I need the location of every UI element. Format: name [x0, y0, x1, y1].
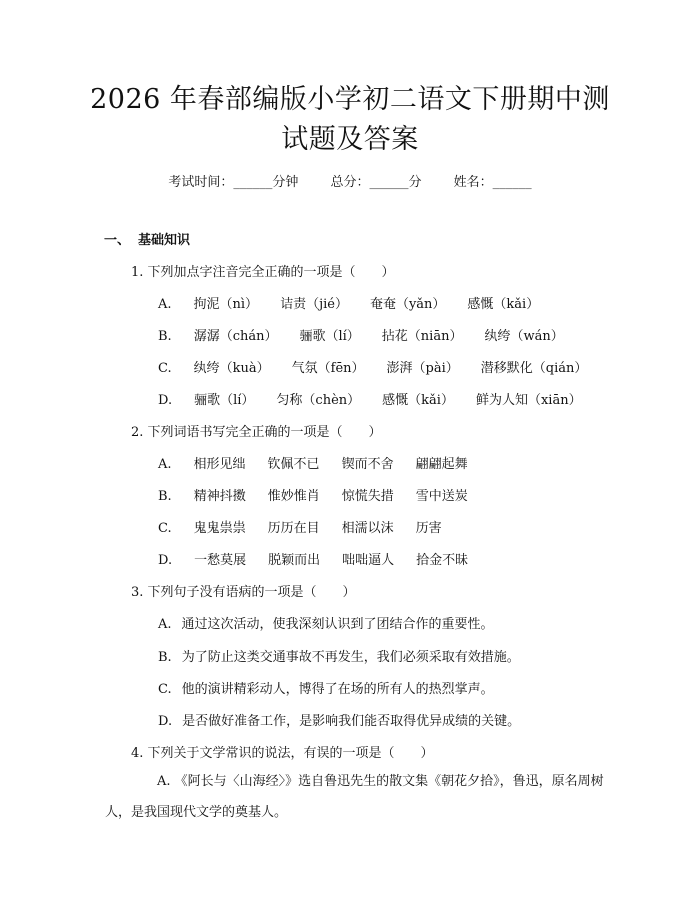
question-stem: 2. 下列词语书写完全正确的一项是（ ）: [131, 425, 382, 440]
option-word: 骊歌（lí）: [299, 329, 360, 344]
option-word: 纨绔（wán）: [484, 329, 564, 344]
option-row: [158, 389, 604, 408]
page-title: 2026 年春部编版小学初二语文下册期中测试题及答案: [90, 84, 610, 155]
exam-time: 考试时间：______分钟: [168, 175, 299, 190]
option-row: [158, 485, 490, 504]
option-row: [158, 549, 490, 568]
option-word: 匀称（chèn）: [276, 393, 361, 408]
option-label: D.: [158, 393, 173, 408]
question-stem: 3. 下列句子没有语病的一项是（ ）: [131, 585, 356, 600]
option-label: C.: [158, 521, 172, 536]
option-word: 纨绔（kuà）: [193, 361, 270, 376]
option-word: 气氛（fēn）: [291, 361, 365, 376]
option-row: [158, 646, 520, 665]
section-title: 基础知识: [138, 233, 191, 248]
option-row: [158, 293, 561, 312]
option-word: 惊慌失措: [341, 489, 394, 504]
option-word: 雪中送炭: [415, 489, 468, 504]
option-word: 相濡以沫: [341, 521, 394, 536]
option-label: D.: [158, 714, 173, 729]
option-word: 拘泥（nì）: [193, 297, 259, 312]
option-label: B.: [158, 650, 172, 665]
option-word: 锲而不舍: [341, 457, 394, 472]
option-word: 钦佩不已: [267, 457, 320, 472]
option-label: D.: [158, 553, 173, 568]
option-word: 骊歌（lí）: [194, 393, 255, 408]
option-word: 奄奄（yǎn）: [369, 297, 446, 312]
option-word: 感慨（kǎi）: [467, 297, 540, 312]
option-word: 翩翩起舞: [415, 457, 468, 472]
option-word: 精神抖擞: [193, 489, 246, 504]
option-word: 历害: [415, 521, 442, 536]
option-label: B.: [158, 329, 172, 344]
option-row: [158, 453, 490, 472]
option-word: 鬼鬼祟祟: [193, 521, 246, 536]
option-word: 脱颖而出: [268, 553, 321, 568]
option-label: A.: [158, 617, 172, 632]
option-label: C.: [158, 361, 172, 376]
option-label: A.: [158, 297, 172, 312]
option-word: 潺潺（chán）: [193, 329, 278, 344]
option-row: [158, 678, 494, 697]
option-word: 历历在目: [267, 521, 320, 536]
option-word: 鲜为人知（xiān）: [475, 393, 582, 408]
option-paragraph: A. 《阿长与〈山海经〉》选自鲁迅先生的散文集《朝花夕拾》，鲁迅，原名周树人，是我国现代文学的奠基人。: [105, 774, 604, 820]
section-heading: [104, 229, 190, 248]
option-word: 相形见绌: [193, 457, 246, 472]
option-label: B.: [158, 489, 172, 504]
question-stem: 1. 下列加点字注音完全正确的一项是（ ）: [131, 265, 395, 280]
option-word: 潜移默化（qián）: [480, 361, 588, 376]
option-word: 诘责（jié）: [280, 297, 348, 312]
exam-score: 总分：______分: [330, 175, 422, 190]
exam-meta: [0, 171, 700, 190]
option-row: [158, 613, 494, 632]
question-stem: 4. 下列关于文学常识的说法，有误的一项是（ ）: [131, 746, 434, 761]
option-sentence: 通过这次活动，使我深刻认识到了团结合作的重要性。: [181, 617, 494, 632]
option-row: [158, 710, 520, 729]
option-sentence: 为了防止这类交通事故不再发生，我们必须采取有效措施。: [181, 650, 520, 665]
option-word: 拈花（niān）: [381, 329, 463, 344]
option-word: 惟妙惟肖: [267, 489, 320, 504]
option-row: [158, 325, 586, 344]
option-row: [158, 357, 609, 376]
exam-name: 姓名：______: [453, 175, 532, 190]
section-number: 一、: [104, 233, 131, 248]
option-word: 咄咄逼人: [342, 553, 395, 568]
option-word: 拾金不昧: [416, 553, 469, 568]
option-word: 澎湃（pài）: [386, 361, 459, 376]
option-label: C.: [158, 682, 172, 697]
option-sentence: 是否做好准备工作，是影响我们能否取得优异成绩的关键。: [182, 714, 521, 729]
option-word: 一愁莫展: [194, 553, 247, 568]
option-sentence: 他的演讲精彩动人，博得了在场的所有人的热烈掌声。: [181, 682, 494, 697]
option-row: [158, 517, 464, 536]
option-label: A.: [158, 457, 172, 472]
option-word: 感慨（kǎi）: [382, 393, 454, 408]
